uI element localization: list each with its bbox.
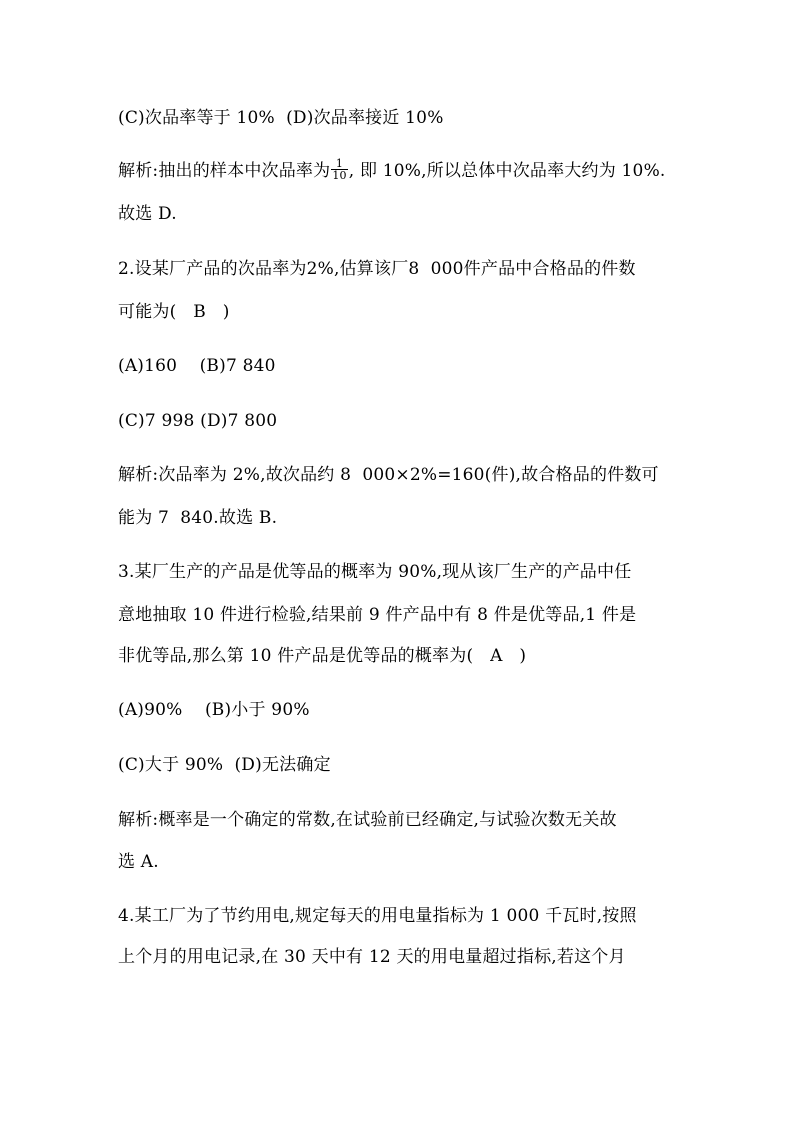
q3-stem-line3: 非优等品,那么第 10 件产品是优等品的概率为( A ) — [118, 646, 527, 666]
q3-analysis-line2: 选 A. — [118, 852, 159, 872]
q2-options-cd: (C)7 998 (D)7 800 — [118, 411, 278, 431]
q2-analysis-line1: 解析:次品率为 2%,故次品约 8 000×2%=160(件),故合格品的件数可 — [118, 465, 659, 485]
q2-options-ab: (A)160 (B)7 840 — [118, 356, 276, 376]
q1-options-cd: (C)次品率等于 10% (D)次品率接近 10% — [118, 108, 444, 128]
q1-analysis-prefix: 解析:抽出的样本中次品率为 — [118, 161, 331, 181]
q1-analysis-line1 — [118, 157, 666, 183]
q3-options-cd: (C)大于 90% (D)无法确定 — [118, 755, 331, 775]
q3-stem-line1: 3.某厂生产的产品是优等品的概率为 90%,现从该厂生产的产品中任 — [118, 562, 632, 582]
fraction-numerator: 1 — [331, 158, 347, 170]
q4-stem-line1: 4.某工厂为了节约用电,规定每天的用电量指标为 1 000 千瓦时,按照 — [118, 906, 637, 926]
q3-analysis-line1: 解析:概率是一个确定的常数,在试验前已经确定,与试验次数无关故 — [118, 810, 617, 830]
q3-stem-line2: 意地抽取 10 件进行检验,结果前 9 件产品中有 8 件是优等品,1 件是 — [118, 605, 637, 625]
q4-stem-line2: 上个月的用电记录,在 30 天中有 12 天的用电量超过指标,若这个月 — [118, 947, 626, 967]
q2-analysis-line2: 能为 7 840.故选 B. — [118, 508, 278, 528]
q1-analysis-suffix: , 即 10%,所以总体中次品率大约为 10%. — [348, 161, 666, 181]
q1-analysis-line2: 故选 D. — [118, 204, 177, 224]
q3-options-ab: (A)90% (B)小于 90% — [118, 700, 310, 720]
q2-stem-line1: 2.设某厂产品的次品率为2%,估算该厂8 000件产品中合格品的件数 — [118, 259, 636, 279]
fraction-denominator: 10 — [332, 169, 347, 182]
q2-stem-line2: 可能为( B ) — [118, 302, 230, 322]
fraction-one-tenth — [331, 158, 347, 181]
